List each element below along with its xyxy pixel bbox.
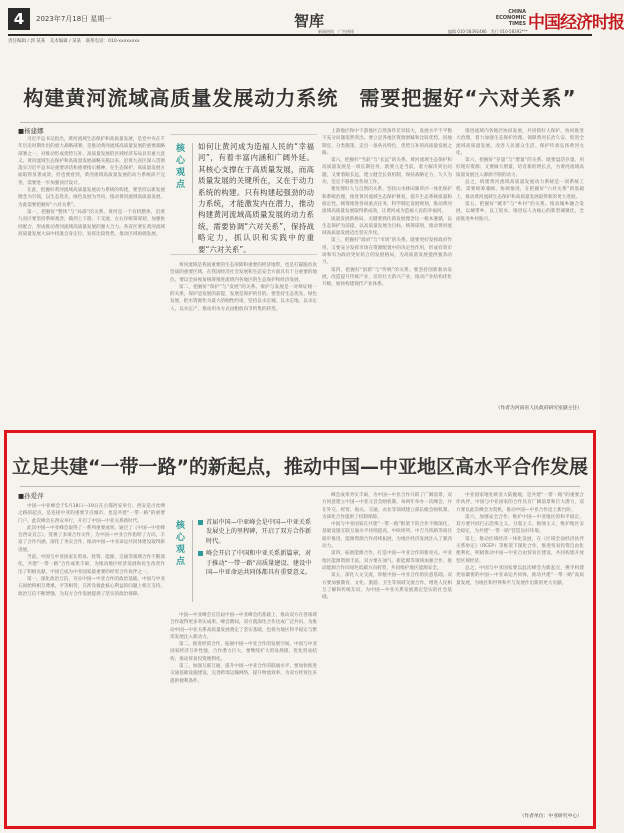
article1-column-4: 推进流域内各地区协同发展，共同抓好大保护，协同推进大治理，着力加强生态保护治理、保障黄河长治久安、促进全流域高质量发展、改善人民群众生活、保护传承弘扬黄河文化。 第六，把握好“存量”与“增量”的关系。既要盘活存量，用好现有资源；又要做大增量，培育新的增长点，为黄河流域高质量发展注入源源不断的动力。 总之，构建黄河流域高质量发展动力系统是一项系统工程，需要统筹兼顾、协调推进，在把握好“六对关系”的基础上，推动黄河流域生态保护和高质量发展取得新的更大进展。 第五，把握好“城市”与“乡村”的关系。推动城乡融合发展，以城带乡、以工促农，推进以人为核心的新型城镇化，全面推进乡村振兴。 bbox=[456, 129, 584, 222]
article1-column-2: 黄河流域是我国重要的生态屏障和重要的经济地带，也是打赢脱贫攻坚战的重要区域，在我国经济社会发展和生态安全方面具有十分重要的地位。要以全局视角统筹推进流域内各地区的生态保护和经济发展。 第二，把握好“保护”与“发展”的关系。保护与发展是一对辩证统一的关系，保护是发展的前提，发展是保护的目的。要坚持生态优先、绿色发展，把水资源作为最大的刚性约束，坚持以水定城、以水定地、以水定人、以水定产，推动用水方式由粗放向节约集约转变。 bbox=[170, 263, 318, 312]
header-meta-mid: 新闻热线 广告热线 bbox=[318, 29, 354, 34]
header-meta-right: 编辑 010-58392486 发行 010-58392*** bbox=[448, 29, 528, 34]
article2-author-note: （作者单位：中亚研究中心） bbox=[519, 814, 582, 819]
article2-author: ■孙爱萍 bbox=[18, 492, 44, 500]
newspaper-logo: 中国经济时报 bbox=[528, 13, 624, 33]
bullet-square-icon bbox=[198, 520, 203, 525]
article2-column-4: 中亚国家地处欧亚大陆腹地，是共建“一带一路”的重要合作伙伴，中国与中亚国家的合作具有广阔前景和巨大潜力，双方要以此次峰会为契机，推动中国—中亚合作迈上新台阶。 第六，加强安全合作，维护中国—中亚地区的和平稳定。双方要共同打击恐怖主义、分裂主义、极端主义，维护地区安全稳定，为共建“一带一路”营造良好环境。 第七，推动区域经济一体化发展，在《区域全面经济伙伴关系协定》（RCEP）等框架下深化合作，推进贸易投资自由化便利化，积极推动中国—中亚自由贸易区建设，共同构建开放型区域经济。 总之，中国与中亚国家要以此次峰会为新起点，携手构建更加紧密的中国—中亚命运共同体，推动共建“一带一路”高质量发展，为地区和世界和平与发展作出新的更大贡献。 bbox=[456, 493, 584, 586]
bullet-square-icon bbox=[198, 551, 203, 556]
header-meta-left: 责任编辑 / 郭 某某 美术编辑 / 某某 联系电话：010-xxxxxxxx bbox=[8, 39, 140, 44]
page-number: 4 bbox=[8, 8, 30, 30]
english-masthead: CHINA ECONOMIC TIMES bbox=[495, 9, 526, 27]
article2-key-points-box bbox=[170, 516, 317, 606]
header-rule bbox=[8, 34, 592, 36]
page-header bbox=[8, 8, 624, 52]
key-points-text: 如何让黄河成为造福人民的“幸福河”，有着丰富内涵和广阔外延。其核心支撑在于高质量发展，而高质量发展的关键所在，又在于动力系统的构建。只有构建起强劲的动力系统，才能激发内在潜力，推动构建黄河流域高质量发展的动力系统，需要协调“六对关系”，保持战略定力，抓认识和实践中的重要“六对关系”。 bbox=[198, 142, 314, 254]
callout-divider bbox=[192, 520, 193, 602]
callout-divider bbox=[192, 143, 193, 243]
section-title: 智库 bbox=[294, 12, 325, 30]
article1-author: ■杨建娜 bbox=[18, 127, 44, 135]
article2-column-2: 中国—中亚峰会在首届中国—中亚峰会的基础上，推动双方在各领域合作取得更多务实成果。峰会期间，双方就深化合作达成广泛共识，为推动中国—中亚关系高质量发展奠定了坚实基础，也将为地区和平稳定与繁荣发展注入新动力。 第二，推进经贸合作，拓展中国—中亚合作的发展空间。中国与中亚国家经济互补性强，合作潜力巨大，要继续扩大贸易规模，优化贸易结构，推动贸易投资便利化。 第三，加强互联互通，提升中国—中亚合作的联通水平。要加快推进交通基础设施建设，完善跨境运输网络，提升物流效率，为双方经贸往来提供便利条件。 bbox=[170, 613, 318, 684]
article1-column-3: 上游地区和中下游地区自然条件差异较大，发展水平不平衡不充分问题依然突出。要立足各地区资源禀赋和比较优势，因地制宜、分类施策，走出一条各具特色、优势互补的高质量发展之路。 第六，把握好“当前”与“长远”的关系。黄河流域生态保护和高质量发展是一项长期任务，既要立足当前，着力解决突出问题，又要着眼长远，建立健全长效机制，保持战略定力，久久为功，坚定不移推进各项工作。 要处理好人与自然的关系，坚持山水林田湖草沙一体化保护和系统治理，推进黄河流域生态保护修复，提升生态系统质量和稳定性。统筹推进各项重点任务，科学制定发展规划，推动黄河流域高质量发展取得新成效，让黄河成为造福人民的幸福河。 质量发展新格局，关键要抓住新发展理念这一根本遵循，以生态保护为前提，以高质量发展为目标，统筹谋划，推动黄河流域高质量发展迈出坚实步伐。 第三，把握好“政府”与“市场”的关系。既要更好发挥政府作用，又要充分发挥市场在资源配置中的决定性作用，形成有效市场和有为政府更好结合的发展格局，为高质量发展提供强劲动力。 第四，把握好“创新”与“传统”的关系。要坚持创新驱动发展，改造提升传统产业，培育壮大新兴产业，推动产业结构优化升级，加快构建现代产业体系。 bbox=[322, 129, 452, 288]
key-point-item: 首届中国—中亚峰会是中国—中亚关系发展史上的里程碑，开启了双方合作新时代。 bbox=[198, 518, 314, 546]
article1-divider bbox=[20, 122, 580, 123]
article1-column-1: 习近平总书记指出，黄河流域生态保护和高质量发展，是党中央在千年历史时期作出的重大战略部署，是推动黄河流域高质量发展的重要战略部署之一，对推动形成优势互补、高质量发展的区域经济布局具有重大意义。黄河流域生态保护和高质量发展战略实施以来，沿黄九省区深入贯彻落实习近平总书记重要讲话和重要指示精神，在生态保护、高质量发展方面取得显著成效，但也要看到，黄河流域高质量发展的动力系统尚不完善，需要进一步加强顶层设计。 在此，把握好黄河流域高质量发展动力系统的构建，要坚持以新发展理念为引领，以生态优先、绿色发展为导向，推动黄河流域高质量发展，为此需要把握好“六对关系”。 第一，把握好“整体”与“局部”的关系。黄河是一个有机整体，沿黄九省区要坚持系统观念，做到上下游、干支流、左右岸统筹谋划，加强协同配合，形成推动黄河流域高质量发展的强大合力。各省区要在黄河流域高质量发展大局中找准自身定位，发挥比较优势，推动区域协调发展。 bbox=[18, 137, 166, 237]
key-points-label: 核心观点 bbox=[176, 144, 186, 190]
key-points-text bbox=[198, 518, 314, 577]
issue-date: 2023年7月18日 星期一 bbox=[36, 15, 112, 23]
article2-column-3: 峰会成果务实丰硕，为中国—中亚合作开辟了广阔前景，双方同意建立中国—中亚元首会晤机制，每两年举办一次峰会，并在外交、经贸、海关、交通、农业等领域建立部长级会晤机制，为深化合作提供了机制保障。 中国与中亚国家在共建“一带一路”框架下的合作不断深化，基础设施互联互通水平持续提高，中欧班列、中吉乌铁路等项目稳步推进，能源资源合作持续拓展，为地区经济发展注入了强劲动力。 第四，拓展能源合作，打造中国—中亚合作的新亮点。中亚地区能源资源丰富，双方要在油气、新能源等领域加强合作，推动能源合作向绿色低碳方向转型，共同维护地区能源安全。 第五，深化人文交流，厚植中国—中亚合作的民意基础。双方要加强教育、文化、旅游、卫生等领域交流合作，增进人民相互了解和传统友谊，为中国—中亚关系发展奠定坚实的社会基础。 bbox=[322, 493, 452, 601]
article2-title: 立足共建“一带一路”的新起点，推动中国—中亚地区高水平合作发展 bbox=[12, 456, 588, 478]
article1-author-note: （作者为河南省人民政府研究室副主任） bbox=[495, 406, 582, 411]
article1-title: 构建黄河流域高质量发展动力系统 需要把握好“六对关系” bbox=[23, 86, 577, 110]
article2-divider bbox=[20, 486, 580, 487]
key-point-item: 峰会开启了中国和中亚关系新篇章，对于推动“一带一路”高质量建设、建设中国—中亚命运共同体都具有重要意义。 bbox=[198, 549, 314, 577]
article2-column-1: 中国—中亚峰会于5月18日—19日在古都西安举行。西安是古丝绸之路的起点，是连接中亚的重要节点城市，也是共建“一带一路”的重要门户，此次峰会在西安举行，开启了中国—中亚关系新时代。 此次中国—中亚峰会取得了一系列重要成果。通过了《中国—中亚峰会西安宣言》，签署了多项合作文件，为中国—中亚合作指明了方向，丰富了合作内涵，深化了务实合作，推动中国—中亚命运共同体建设取得新进展。 当前，中国与中亚国家在贸易、投资、能源、交通等领域合作不断深化，共建“一带一路”合作成果丰硕，为推动地区经济发展和民生改善作出了积极贡献，中国已成为中亚国家最重要的经贸合作伙伴之一。 第一，深化政治互信，夯实中国—中亚合作的政治基础。中国与中亚五国始终相互尊重、平等相待，在涉及彼此核心利益的问题上相互支持，政治互信不断增强，为双方合作发展提供了坚实的政治保障。 bbox=[18, 504, 166, 597]
article1-key-points-box bbox=[170, 134, 317, 255]
key-points-label: 核心观点 bbox=[176, 521, 186, 567]
